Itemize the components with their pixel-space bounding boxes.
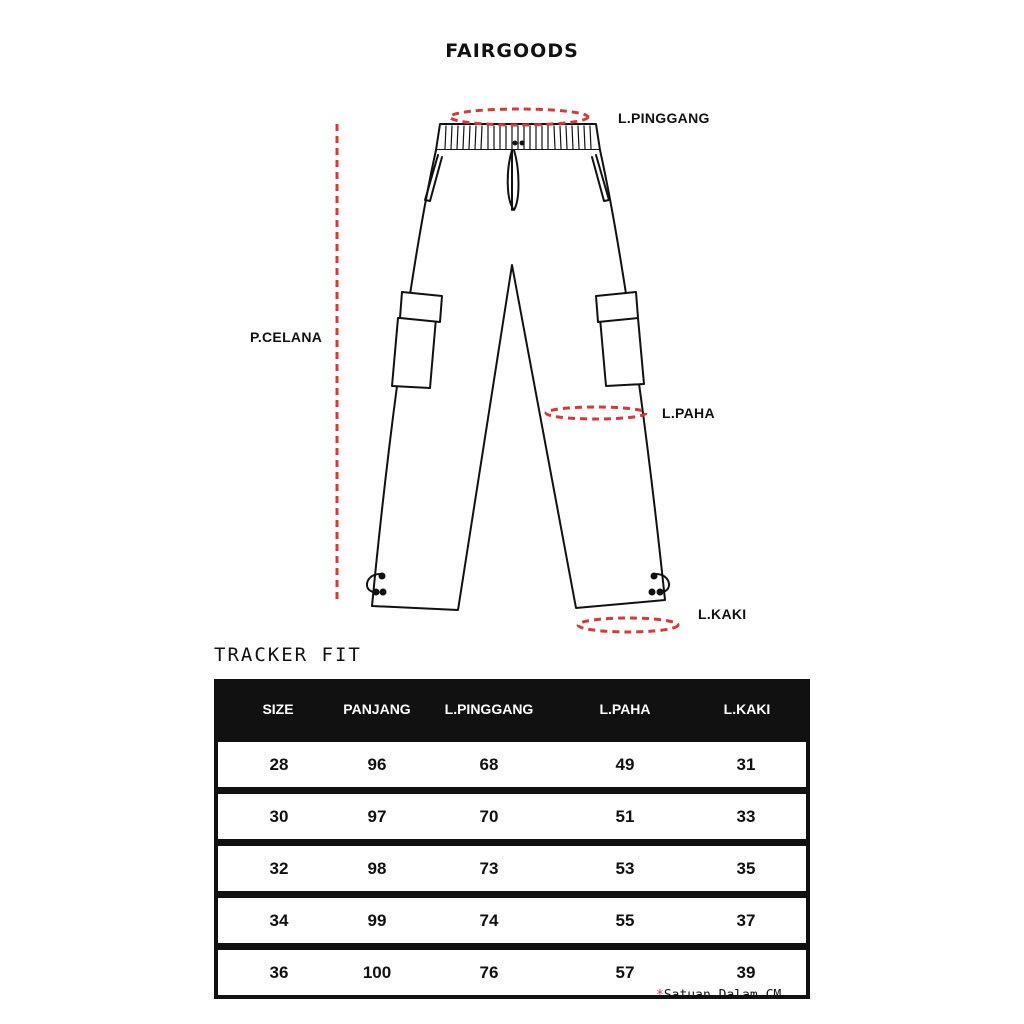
cell-l-paha: 49: [564, 740, 686, 789]
cell-size: 28: [216, 740, 340, 789]
table-title: TRACKER FIT: [214, 644, 362, 666]
waist-guide: [450, 109, 588, 125]
length-label: P.CELANA: [250, 329, 323, 345]
header-l-paha: L.PAHA: [564, 681, 686, 737]
cell-l-kaki: 35: [686, 844, 808, 893]
cell-l-pinggang: 74: [414, 896, 564, 945]
thigh-label: L.PAHA: [662, 405, 715, 421]
table-row: [216, 844, 808, 893]
unit-note: [656, 988, 781, 1003]
table-row: [216, 896, 808, 945]
cell-l-pinggang: 68: [414, 740, 564, 789]
left-toggle-bottom: [373, 589, 380, 596]
left-cargo-pocket: [392, 318, 436, 388]
asterisk: *: [656, 988, 664, 1003]
cell-size: 34: [216, 896, 340, 945]
cell-panjang: 97: [340, 792, 414, 841]
cell-l-paha: 57: [564, 948, 686, 997]
right-toggle-bottom: [649, 589, 656, 596]
cell-l-paha: 55: [564, 896, 686, 945]
cell-l-kaki: 31: [686, 740, 808, 789]
header-size: SIZE: [216, 681, 340, 737]
header-panjang: PANJANG: [340, 681, 414, 737]
brand-logo: FAIRGOODS: [445, 40, 579, 62]
cell-l-kaki: 33: [686, 792, 808, 841]
cell-panjang: 96: [340, 740, 414, 789]
cell-panjang: 99: [340, 896, 414, 945]
table-header-row: [216, 681, 808, 737]
header-l-kaki: L.KAKI: [686, 681, 808, 737]
size-chart-table: [214, 679, 810, 999]
cell-l-paha: 53: [564, 844, 686, 893]
table-row: [216, 740, 808, 789]
drawcord-tip-right: [520, 141, 525, 146]
right-toggle-top: [651, 573, 658, 580]
leg-opening-label: L.KAKI: [698, 606, 747, 622]
right-cargo-flap: [596, 292, 638, 322]
left-toggle-top: [379, 573, 386, 580]
cell-size: 32: [216, 844, 340, 893]
right-cargo-pocket: [600, 318, 644, 386]
drawcord-tip-left: [513, 141, 518, 146]
leg-opening-guide: [578, 618, 678, 632]
cell-size: 36: [216, 948, 340, 997]
cell-panjang: 100: [340, 948, 414, 997]
cell-l-paha: 51: [564, 792, 686, 841]
right-toggle-bottom-2: [657, 589, 664, 596]
left-cargo-flap: [400, 292, 442, 322]
cell-panjang: 98: [340, 844, 414, 893]
cell-l-pinggang: 76: [414, 948, 564, 997]
cell-l-pinggang: 73: [414, 844, 564, 893]
cell-l-pinggang: 70: [414, 792, 564, 841]
waist-label: L.PINGGANG: [618, 110, 710, 126]
header-l-pinggang: L.PINGGANG: [414, 681, 564, 737]
cell-l-kaki: 37: [686, 896, 808, 945]
unit-note-text: Satuan Dalam CM: [663, 988, 782, 1003]
cell-l-kaki: 39: [686, 948, 808, 997]
left-toggle-bottom-2: [380, 589, 387, 596]
cell-size: 30: [216, 792, 340, 841]
table-row: [216, 792, 808, 841]
